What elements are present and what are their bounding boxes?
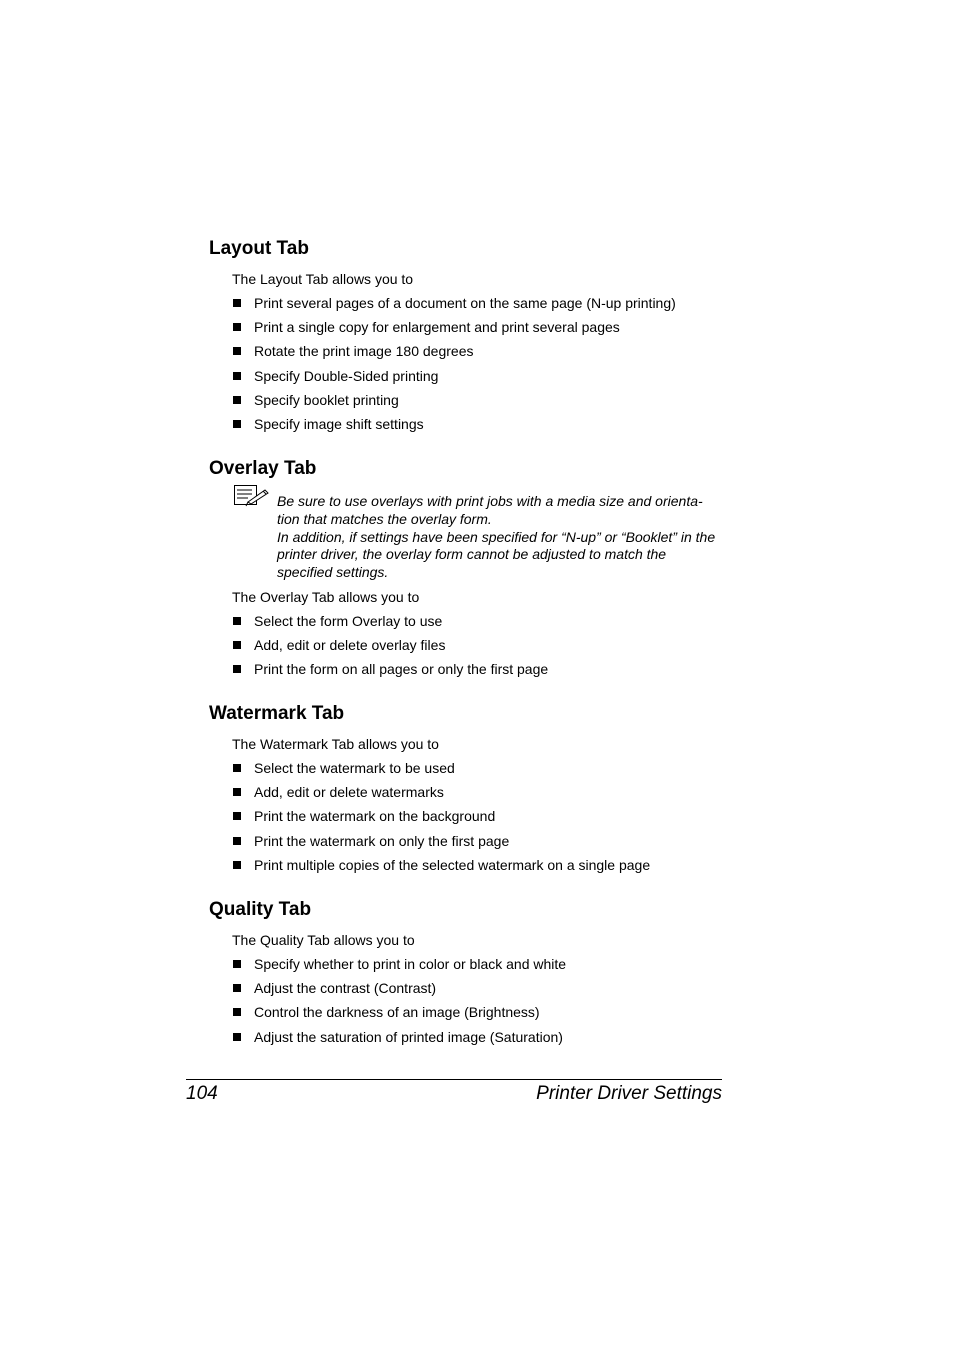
watermark-tab-list (232, 759, 650, 880)
list-item: Specify booklet printing (232, 391, 676, 415)
list-item: Print several pages of a document on the same page (N-up printing) (232, 294, 676, 318)
bullet-square-icon (233, 764, 241, 772)
list-item: Select the watermark to be used (232, 759, 650, 783)
list-item: Select the form Overlay to use (232, 612, 548, 636)
quality-tab-list (232, 955, 566, 1052)
bullet-square-icon (233, 861, 241, 869)
bullet-square-icon (233, 984, 241, 992)
bullet-square-icon (233, 347, 241, 355)
quality-tab-heading: Quality Tab (209, 899, 312, 920)
list-item: Specify image shift settings (232, 415, 676, 439)
list-item: Add, edit or delete overlay files (232, 636, 548, 660)
overlay-tab-heading: Overlay Tab (209, 458, 317, 479)
bullet-square-icon (233, 788, 241, 796)
bullet-square-icon (233, 420, 241, 428)
list-item: Adjust the saturation of printed image (Saturation) (232, 1028, 566, 1052)
bullet-square-icon (233, 665, 241, 673)
list-item: Rotate the print image 180 degrees (232, 342, 676, 366)
bullet-square-icon (233, 1033, 241, 1041)
bullet-square-icon (233, 372, 241, 380)
note-pencil-icon (234, 485, 270, 512)
list-item: Print a single copy for enlargement and print several pages (232, 318, 676, 342)
watermark-tab-heading: Watermark Tab (209, 703, 345, 724)
layout-tab-heading: Layout Tab (209, 238, 309, 259)
bullet-square-icon (233, 299, 241, 307)
bullet-square-icon (233, 812, 241, 820)
overlay-tab-list (232, 612, 548, 685)
list-item: Print the watermark on only the first page (232, 832, 650, 856)
page-number: 104 (186, 1083, 218, 1104)
list-item: Add, edit or delete watermarks (232, 783, 650, 807)
overlay-tab-intro: The Overlay Tab allows you to (232, 589, 420, 605)
list-item: Control the darkness of an image (Brightness) (232, 1003, 566, 1027)
watermark-tab-intro: The Watermark Tab allows you to (232, 736, 439, 752)
bullet-square-icon (233, 1008, 241, 1016)
list-item: Adjust the contrast (Contrast) (232, 979, 566, 1003)
footer-rule (186, 1079, 722, 1080)
overlay-note-line-2: In addition, if settings have been specified for “N-up” or “Booklet” in the printer driver, the overlay form cannot be adjusted to match the specified settings. (277, 528, 716, 581)
list-item: Specify Double-Sided printing (232, 367, 676, 391)
bullet-square-icon (233, 641, 241, 649)
list-item: Print the watermark on the background (232, 807, 650, 831)
quality-tab-intro: The Quality Tab allows you to (232, 932, 415, 948)
bullet-square-icon (233, 617, 241, 625)
layout-tab-intro: The Layout Tab allows you to (232, 271, 414, 287)
bullet-square-icon (233, 960, 241, 968)
bullet-square-icon (233, 396, 241, 404)
list-item: Specify whether to print in color or black and white (232, 955, 566, 979)
overlay-note (277, 493, 722, 582)
footer-title: Printer Driver Settings (536, 1083, 722, 1104)
bullet-square-icon (233, 323, 241, 331)
overlay-note-line-1: Be sure to use overlays with print jobs with a media size and orienta-tion that matches the overlay form. (277, 493, 703, 527)
layout-tab-list (232, 294, 676, 439)
list-item: Print the form on all pages or only the first page (232, 660, 548, 684)
bullet-square-icon (233, 837, 241, 845)
list-item: Print multiple copies of the selected watermark on a single page (232, 856, 650, 880)
